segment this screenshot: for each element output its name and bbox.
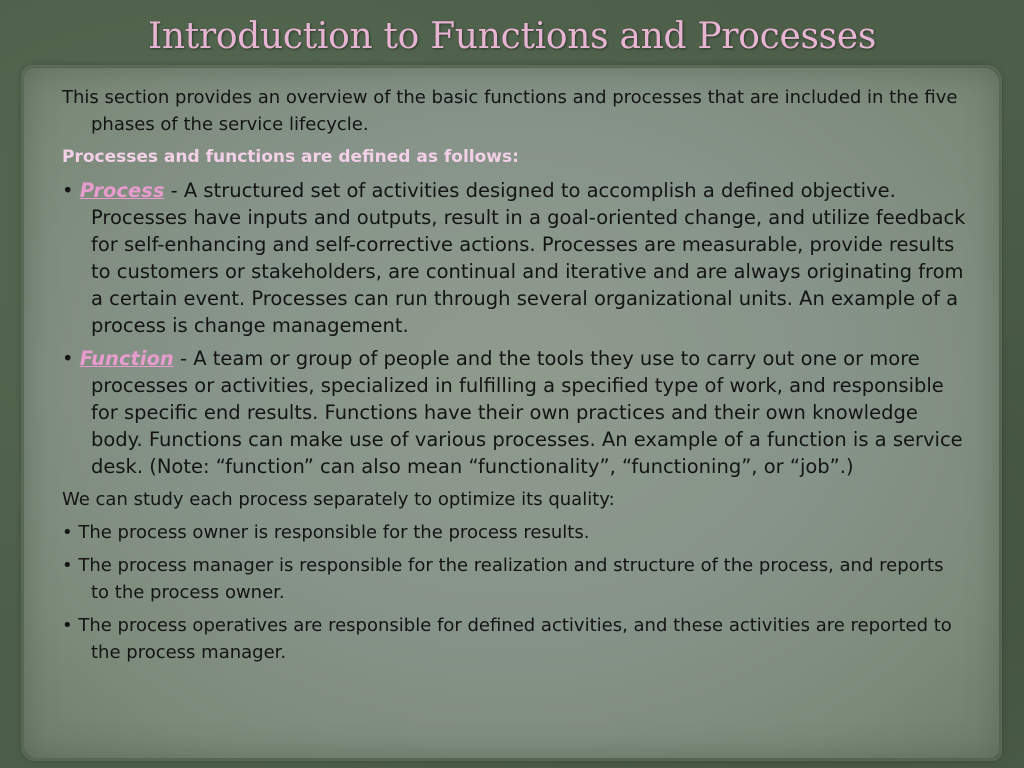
role-process-manager: • The process manager is responsible for the realization and structure of the process, and reports to the process owner. [62, 555, 944, 603]
process-definition [62, 177, 967, 339]
function-term: Function [79, 347, 174, 370]
bullet: • [62, 179, 74, 202]
intro-paragraph: This section provides an overview of the basic functions and processes that are included in the five phases of the service lifecycle. [62, 87, 958, 135]
bullet: • [62, 347, 74, 370]
process-term: Process [79, 179, 165, 202]
slide-title: Introduction to Functions and Processes [147, 16, 877, 57]
definitions-heading: Processes and functions are defined as follows: [62, 147, 519, 167]
process-text: - A structured set of activities designed to accomplish a defined objective. Processes have inputs and outputs, result in a goal-oriented change, and utilize feedback for self-enhancing and self-corrective actions. Processes are measurable, provide results to customers or stakeholders, are continual and iterative and are always originating from a certain event. Processes can run through several organizational units. An example of a process is change management. [91, 179, 966, 337]
function-definition [62, 345, 967, 480]
role-process-operatives: • The process operatives are responsible for defined activities, and these activities are reported to the process manager. [62, 615, 952, 663]
study-intro: We can study each process separately to optimize its quality: [62, 489, 615, 510]
slide-body [62, 84, 967, 672]
role-process-owner: • The process owner is responsible for the process results. [62, 522, 590, 543]
function-text: - A team or group of people and the tools they use to carry out one or more processes or activities, specialized in fulfilling a specified type of work, and responsible for specific end results. Functions have their own practices and their own knowledge body. Functions can make use of various processes. An example of a function is a service desk. (Note: “function” can also mean “functionality”, “functioning”, or “job”.) [91, 347, 963, 478]
